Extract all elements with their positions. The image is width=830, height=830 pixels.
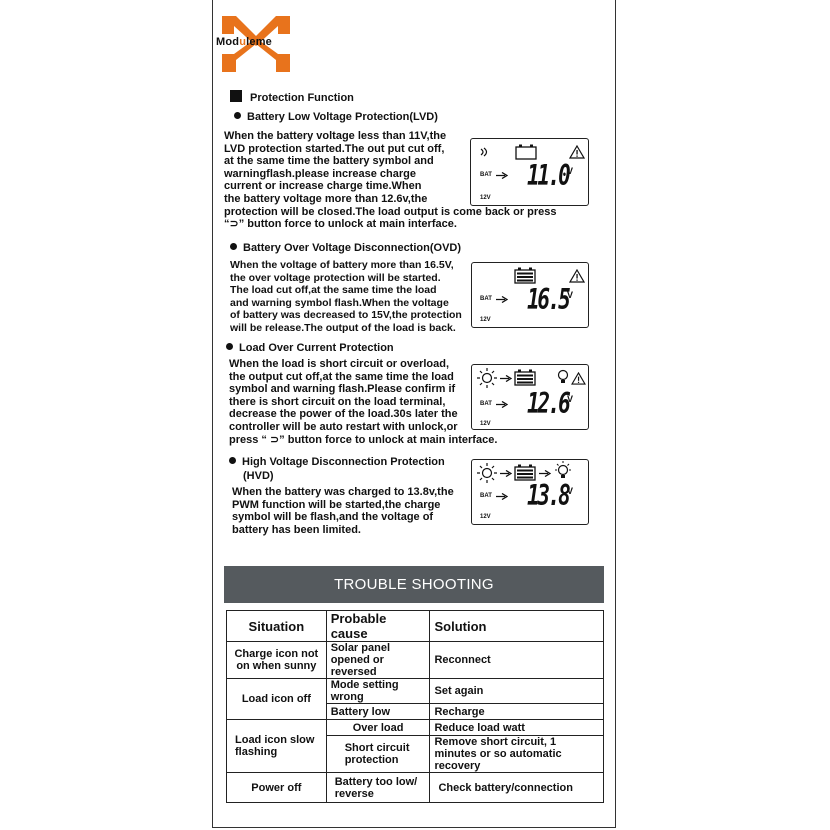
- warning-icon: [569, 145, 585, 159]
- cause-cell: Solar panel opened or reversed: [326, 642, 430, 679]
- voltage-reading: 12.6: [527, 387, 569, 420]
- voltage-reading: 11.0: [527, 159, 569, 192]
- bat-label: BAT: [480, 401, 492, 407]
- voltage-reading: 16.5: [527, 283, 569, 316]
- system-voltage-label: 12V: [480, 195, 491, 201]
- system-voltage-label: 12V: [480, 514, 491, 520]
- solution-cell: Reconnect: [430, 642, 604, 679]
- ovd-title: Battery Over Voltage Disconnection(OVD): [230, 242, 461, 254]
- column-header: Solution: [430, 611, 604, 642]
- load-bulb-icon: [554, 461, 572, 481]
- cause-cell: Short circuit protection: [326, 736, 430, 773]
- bullet-icon: [234, 112, 241, 119]
- column-header: Situation: [227, 611, 327, 642]
- battery-icon: [515, 144, 537, 160]
- trouble-shooting-table: [226, 610, 604, 803]
- square-bullet-icon: [230, 90, 242, 102]
- arrow-right-icon: [496, 296, 508, 303]
- bat-label: BAT: [480, 172, 492, 178]
- loc-title: Load Over Current Protection: [226, 342, 394, 354]
- unit-label: V: [567, 290, 574, 300]
- arrow-right-icon: [496, 172, 508, 179]
- warning-icon: [571, 372, 586, 385]
- unit-label: V: [567, 394, 574, 404]
- arrow-right-icon: [496, 493, 508, 500]
- lvd-title: Battery Low Voltage Protection(LVD): [234, 111, 438, 123]
- situation-cell: Load icon off: [227, 679, 327, 720]
- load-bulb-icon: [557, 369, 569, 385]
- cause-cell: Battery too low/ reverse: [326, 773, 430, 803]
- trouble-shooting-banner: TROUBLE SHOOTING: [224, 566, 604, 603]
- table-header-row: [227, 611, 604, 642]
- table-row: [227, 642, 604, 679]
- table-row: [227, 720, 604, 736]
- lvd-description: When the battery voltage less than 11V,the LVD protection started.The out put cut off, at the same time the battery symbol and warningflash.please increase charge current or increase charge time.When the battery voltage more than 12.6v,the protection will be closed.The load output is come back or press “⊃” button force to unlock at main interface.: [224, 130, 557, 231]
- hvd-lcd-display: [471, 459, 589, 525]
- bullet-icon: [226, 343, 233, 350]
- bullet-icon: [230, 243, 237, 250]
- sun-icon: [477, 368, 497, 388]
- arrow-right-icon: [500, 470, 512, 477]
- warning-icon: [569, 269, 585, 283]
- ovd-lcd-display: [471, 262, 589, 328]
- situation-cell: Charge icon not on when sunny: [227, 642, 327, 679]
- solution-cell: Recharge: [430, 704, 604, 720]
- situation-cell: Load icon slow flashing: [227, 720, 327, 773]
- system-voltage-label: 12V: [480, 421, 491, 427]
- ovd-description: When the voltage of battery more than 16.5V, the over voltage protection will be started. The load cut off,at the same time the load and warning symbol flash.When the voltage of battery was decreased to 15V,the protection will be release.The output of the load is back.: [230, 259, 462, 334]
- battery-full-icon: [514, 267, 536, 284]
- cause-cell: Mode setting wrong: [326, 679, 430, 704]
- battery-full-icon: [514, 369, 536, 386]
- voltage-reading: 13.8: [527, 479, 569, 512]
- bullet-icon: [229, 457, 236, 464]
- table-row: [227, 679, 604, 704]
- table-row: [227, 773, 604, 803]
- solution-cell: Remove short circuit, 1 minutes or so automatic recovery: [430, 736, 604, 773]
- arrow-right-icon: [500, 375, 512, 382]
- lvd-lcd-display: [470, 138, 589, 206]
- arrow-right-icon: [496, 401, 508, 408]
- cause-cell: Over load: [326, 720, 430, 736]
- solution-cell: Set again: [430, 679, 604, 704]
- column-header: Probable cause: [326, 611, 430, 642]
- solution-cell: Reduce load watt: [430, 720, 604, 736]
- hvd-description: When the battery was charged to 13.8v,the PWM function will be started,the charge symbol will be flash,and the voltage of battery has been limited.: [232, 486, 454, 536]
- logo-wordmark: Moduleme: [216, 36, 272, 48]
- solution-cell: Check battery/connection: [430, 773, 604, 803]
- bat-label: BAT: [480, 493, 492, 499]
- unit-label: V: [567, 486, 574, 496]
- loc-lcd-display: [471, 364, 589, 430]
- section-title: Protection Function: [230, 90, 354, 104]
- sun-icon: [477, 463, 497, 483]
- hvd-title: High Voltage Disconnection Protection: [229, 456, 445, 468]
- situation-cell: Power off: [227, 773, 327, 803]
- cause-cell: Battery low: [326, 704, 430, 720]
- system-voltage-label: 12V: [480, 317, 491, 323]
- hvd-title-line2: (HVD): [243, 470, 274, 482]
- bat-label: BAT: [480, 296, 492, 302]
- loc-description: When the load is short circuit or overload, the output cut off,at the same time the load symbol and warning flash.Please confirm if there is short circuit on the load terminal, decrease the power of the load.30s later the controller will be auto restart with unlock,or press “ ⊃” button force to unlock at main interface.: [229, 358, 498, 446]
- flash-icon: [479, 147, 491, 157]
- unit-label: V: [567, 166, 574, 176]
- arrow-right-icon: [539, 470, 551, 477]
